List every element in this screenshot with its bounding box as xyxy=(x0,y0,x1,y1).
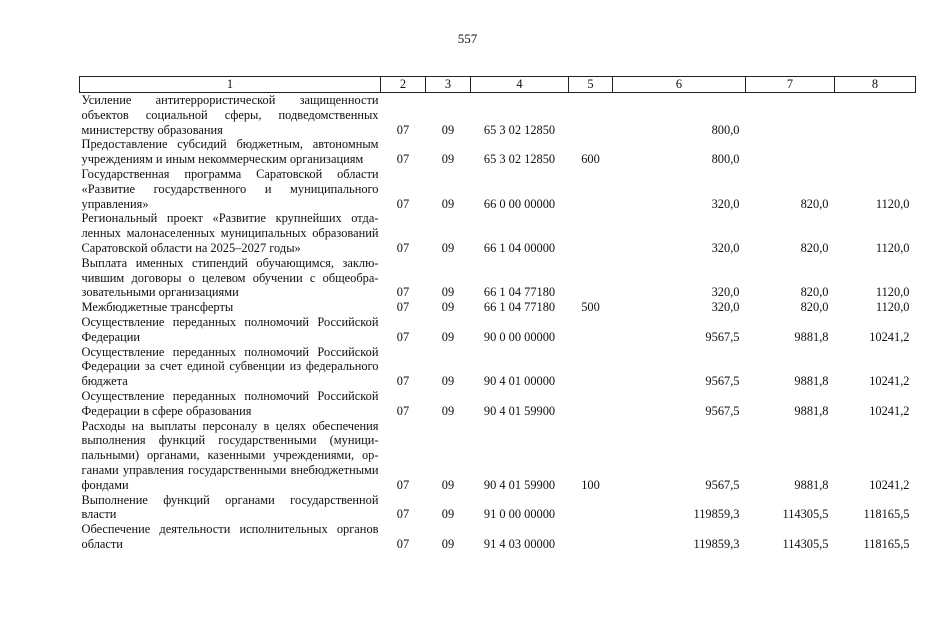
row-expense-type xyxy=(569,93,613,138)
row-target-article: 65 3 02 12850 xyxy=(483,152,556,167)
row-amount-year-3: 118165,5 xyxy=(863,507,910,522)
row-amount-year-2: 9881,8 xyxy=(794,329,829,344)
header-col-3: 3 xyxy=(426,77,471,93)
row-target-article: 66 1 04 77180 xyxy=(483,300,556,315)
row-description: Выплата именных стипендий обучающимся, заключившим договоры о целевом обучении с общеобразовательными организациями xyxy=(81,255,379,300)
row-expense-type xyxy=(569,345,613,389)
row-description: Государственная программа Саратовской области «Развитие государственного и муниципального управления» xyxy=(81,166,379,211)
table-row xyxy=(80,300,916,315)
row-amount-year-3: 1120,0 xyxy=(875,240,910,255)
row-description: Осуществление переданных полномочий Российской Федерации в сфере образования xyxy=(81,388,379,418)
row-amount-year-3: 10241,2 xyxy=(869,403,910,418)
row-expense-type xyxy=(569,315,613,345)
row-amount-year-1: 320,0 xyxy=(711,240,740,255)
row-subsection-code: 09 xyxy=(441,507,455,522)
row-section-code: 07 xyxy=(396,507,410,522)
row-expense-type xyxy=(569,167,613,211)
row-amount-year-1: 9567,5 xyxy=(705,329,740,344)
row-amount-year-2 xyxy=(746,137,835,167)
row-section-code: 07 xyxy=(396,300,410,315)
row-amount-year-3: 10241,2 xyxy=(869,374,910,389)
row-amount-year-1: 9567,5 xyxy=(705,374,740,389)
row-section-code: 07 xyxy=(396,403,410,418)
table-row xyxy=(80,137,916,167)
row-expense-type: 600 xyxy=(581,152,600,167)
row-section-code: 07 xyxy=(396,122,410,137)
budget-table xyxy=(79,76,916,552)
table-row xyxy=(80,315,916,345)
row-description: Обеспечение деятельности исполнительных органов области xyxy=(81,522,379,551)
header-col-2: 2 xyxy=(381,77,426,93)
row-subsection-code: 09 xyxy=(441,285,455,300)
row-amount-year-3: 1120,0 xyxy=(875,285,910,300)
row-amount-year-2: 9881,8 xyxy=(794,477,829,492)
row-description: Осуществление переданных полномочий Российской Федерации xyxy=(81,314,379,344)
table-row xyxy=(80,345,916,389)
row-amount-year-1: 9567,5 xyxy=(705,403,740,418)
row-section-code: 07 xyxy=(396,477,410,492)
row-target-article: 90 0 00 00000 xyxy=(483,329,556,344)
row-amount-year-1: 800,0 xyxy=(711,152,740,167)
row-amount-year-2: 820,0 xyxy=(800,300,829,315)
row-description: Межбюджетные трансферты xyxy=(81,300,234,315)
row-section-code: 07 xyxy=(396,152,410,167)
row-amount-year-2: 820,0 xyxy=(800,285,829,300)
header-col-6: 6 xyxy=(613,77,746,93)
table-row xyxy=(80,256,916,300)
row-expense-type xyxy=(569,256,613,300)
row-target-article: 66 1 04 77180 xyxy=(483,285,556,300)
row-description: Предоставление субсидий бюджетным, автономным учреждениям и иным некоммерческим организациям xyxy=(81,137,379,167)
row-target-article: 90 4 01 59900 xyxy=(483,477,556,492)
row-amount-year-3: 10241,2 xyxy=(869,329,910,344)
table-row xyxy=(80,167,916,211)
row-section-code: 07 xyxy=(396,285,410,300)
row-amount-year-1: 320,0 xyxy=(711,285,740,300)
row-expense-type xyxy=(569,211,613,255)
row-amount-year-3: 10241,2 xyxy=(869,477,910,492)
row-section-code: 07 xyxy=(396,536,410,551)
row-amount-year-3: 118165,5 xyxy=(863,536,910,551)
row-description: Усиление антитеррористической защищенности объектов социальной сферы, подведомственных министерству образования xyxy=(81,93,379,137)
row-expense-type xyxy=(569,389,613,419)
row-target-article: 90 4 01 00000 xyxy=(483,374,556,389)
row-amount-year-2: 9881,8 xyxy=(794,403,829,418)
row-description: Выполнение функций органами государственной власти xyxy=(81,492,379,522)
table-body xyxy=(80,93,916,552)
row-target-article: 66 1 04 00000 xyxy=(483,240,556,255)
table-header xyxy=(80,77,916,93)
row-amount-year-1: 320,0 xyxy=(711,300,740,315)
row-subsection-code: 09 xyxy=(441,240,455,255)
row-expense-type xyxy=(569,522,613,552)
row-amount-year-2: 820,0 xyxy=(800,196,829,211)
row-target-article: 66 0 00 00000 xyxy=(483,196,556,211)
header-row xyxy=(80,77,916,93)
row-amount-year-3 xyxy=(835,137,916,167)
row-amount-year-1: 800,0 xyxy=(711,122,740,137)
row-subsection-code: 09 xyxy=(441,152,455,167)
row-amount-year-2: 114305,5 xyxy=(782,507,829,522)
table-row xyxy=(80,522,916,552)
row-description: Расходы на выплаты персоналу в целях обеспечения выполнения функций государственными (муниципальными) органами, казенными учреждениями, органами управления государственными внебюджетными фондами xyxy=(81,418,379,492)
page-number: 557 xyxy=(457,31,478,46)
row-amount-year-1: 320,0 xyxy=(711,196,740,211)
row-amount-year-2: 114305,5 xyxy=(782,536,829,551)
row-target-article: 91 4 03 00000 xyxy=(483,536,556,551)
header-col-4: 4 xyxy=(471,77,569,93)
row-amount-year-1: 9567,5 xyxy=(705,477,740,492)
row-target-article: 90 4 01 59900 xyxy=(483,403,556,418)
table-row xyxy=(80,493,916,523)
row-expense-type: 100 xyxy=(581,477,600,492)
row-subsection-code: 09 xyxy=(441,122,455,137)
row-amount-year-2: 9881,8 xyxy=(794,374,829,389)
row-section-code: 07 xyxy=(396,240,410,255)
row-amount-year-2 xyxy=(746,93,835,138)
row-expense-type xyxy=(569,493,613,523)
row-section-code: 07 xyxy=(396,196,410,211)
row-description: Осуществление переданных полномочий Российской Федерации за счет единой субвенции из федерального бюджета xyxy=(81,344,379,389)
table-row xyxy=(80,389,916,419)
table-row xyxy=(80,93,916,138)
row-amount-year-3: 1120,0 xyxy=(875,300,910,315)
row-subsection-code: 09 xyxy=(441,477,455,492)
row-amount-year-2: 820,0 xyxy=(800,240,829,255)
header-col-1: 1 xyxy=(80,77,381,93)
row-expense-type: 500 xyxy=(581,300,600,315)
header-col-7: 7 xyxy=(746,77,835,93)
row-subsection-code: 09 xyxy=(441,536,455,551)
row-subsection-code: 09 xyxy=(441,329,455,344)
row-amount-year-1: 119859,3 xyxy=(693,507,740,522)
header-col-8: 8 xyxy=(835,77,916,93)
row-subsection-code: 09 xyxy=(441,374,455,389)
row-section-code: 07 xyxy=(396,329,410,344)
row-target-article: 65 3 02 12850 xyxy=(483,122,556,137)
row-subsection-code: 09 xyxy=(441,403,455,418)
row-section-code: 07 xyxy=(396,374,410,389)
row-amount-year-3: 1120,0 xyxy=(875,196,910,211)
row-amount-year-1: 119859,3 xyxy=(693,536,740,551)
row-subsection-code: 09 xyxy=(441,196,455,211)
row-subsection-code: 09 xyxy=(441,300,455,315)
header-col-5: 5 xyxy=(569,77,613,93)
table-row xyxy=(80,211,916,255)
row-description: Региональный проект «Развитие крупнейших отдаленных малонаселенных муниципальных образований Саратовской области на 2025–2027 годы» xyxy=(81,211,379,255)
row-amount-year-3 xyxy=(835,93,916,138)
table-row xyxy=(80,419,916,493)
row-target-article: 91 0 00 00000 xyxy=(483,507,556,522)
